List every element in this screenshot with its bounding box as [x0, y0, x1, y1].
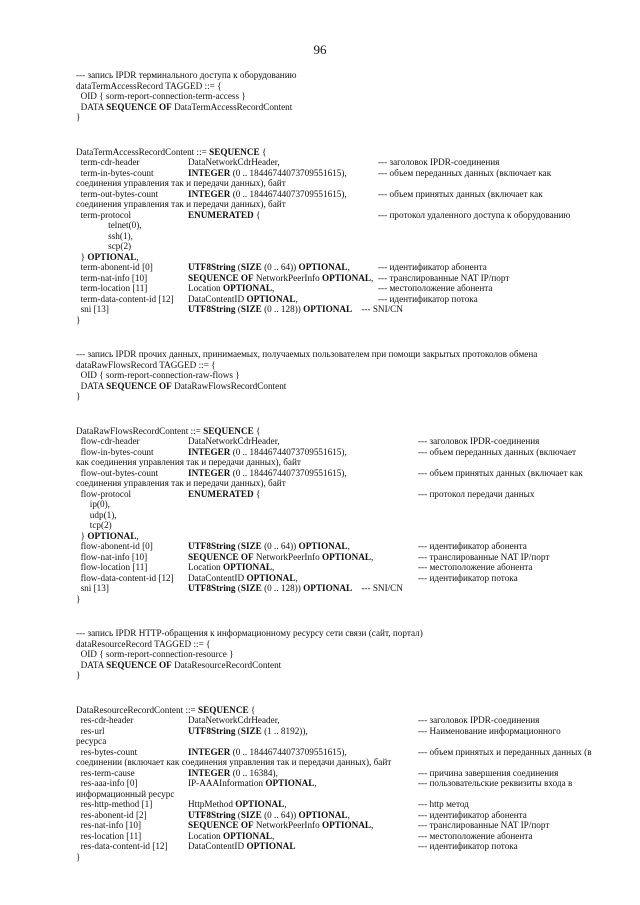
field-row [76, 736, 616, 747]
field-comment: --- http метод [418, 799, 469, 809]
field-comment: --- пользовательские реквизиты входа в [418, 778, 573, 788]
field-type: DataContentID OPTIONAL, [188, 572, 298, 583]
field-type: HttpMethod OPTIONAL, [188, 799, 287, 809]
field-row [76, 520, 616, 531]
field-type: Location OPTIONAL, [188, 283, 275, 293]
field-name: соединении (включает как соединения управления так и передачи данных), байт [76, 757, 392, 767]
asn-line: DATA SEQUENCE OF DataResourceRecordContent [76, 659, 282, 670]
page-number: 96 [313, 42, 327, 57]
field-type: UTF8String (SIZE (0 .. 64)) OPTIONAL, [188, 541, 350, 551]
field-comment: --- идентификатор потока [418, 841, 518, 851]
field-comment: --- объем принятых и переданных данных (в [418, 746, 592, 757]
field-name: flow-data-content-id [12] [76, 572, 174, 583]
field-comment: --- идентификатор абонента [378, 262, 487, 272]
field-row [76, 283, 616, 294]
field-comment: --- идентификатор абонента [418, 541, 527, 551]
asn-line: DATA SEQUENCE OF DataRawFlowsRecordContent [76, 380, 287, 391]
field-row [76, 262, 616, 273]
field-row [76, 799, 616, 810]
field-name: res-abonent-id [2] [76, 809, 147, 820]
field-name: term-in-bytes-count [76, 167, 154, 178]
field-row [76, 252, 616, 263]
asn-line: } [76, 391, 81, 401]
field-row [76, 220, 616, 231]
field-name: res-data-content-id [12] [76, 841, 168, 851]
field-comment: --- идентификатор абонента [418, 809, 527, 820]
field-type: ENUMERATED { [188, 488, 261, 499]
field-name: flow-nat-info [10] [76, 551, 148, 562]
field-name: flow-out-bytes-count [76, 467, 159, 478]
field-row [76, 510, 616, 521]
field-type: UTF8String (SIZE (0 .. 128)) OPTIONAL --- SNI/CN [188, 583, 403, 593]
field-row [76, 810, 616, 821]
field-name: res-http-method [1] [76, 799, 153, 809]
field-type: IP-AAAInformation OPTIONAL, [188, 778, 317, 788]
asn-line: OID { sorm-report-connection-raw-flows } [76, 370, 240, 380]
field-type: DataNetworkCdrHeader, [188, 157, 280, 167]
field-name: term-location [11] [76, 283, 148, 293]
field-row [76, 294, 616, 305]
struct-header: DataTermAccessRecordContent ::= SEQUENCE { [76, 146, 267, 157]
field-comment: --- объем переданных данных (включает [418, 446, 577, 457]
field-comment: --- протокол передачи данных [418, 488, 535, 499]
asn-line: DATA SEQUENCE OF DataTermAccessRecordContent [76, 101, 293, 112]
field-name: flow-cdr-header [76, 436, 140, 446]
asn-line: dataTermAccessRecord TAGGED ::= { [76, 80, 222, 91]
field-name: } [76, 593, 81, 604]
struct-header: DataRawFlowsRecordContent ::= SEQUENCE { [76, 425, 261, 436]
field-name: telnet(0), [76, 220, 142, 230]
field-name: flow-protocol [76, 488, 132, 499]
asn-line: dataRawFlowsRecord TAGGED ::= { [76, 359, 216, 370]
field-name: ssh(1), [76, 230, 133, 241]
field-row [76, 189, 616, 200]
field-row [76, 841, 616, 852]
field-comment: --- транслированные NAT IP/порт [418, 820, 550, 830]
field-comment: --- протокол удаленного доступа к оборудованию [378, 209, 571, 220]
field-row [76, 573, 616, 584]
field-row [76, 789, 616, 800]
field-name: res-location [11] [76, 830, 142, 841]
field-row [76, 157, 616, 168]
field-comment: --- транслированные NAT IP/порт [378, 272, 510, 283]
field-row [76, 778, 616, 789]
field-name: term-abonent-id [0] [76, 262, 153, 272]
field-row [76, 199, 616, 210]
struct-header: DataResourceRecordContent ::= SEQUENCE { [76, 704, 256, 715]
field-row [76, 768, 616, 779]
field-name: term-data-content-id [12] [76, 293, 174, 304]
field-comment: --- причина завершения соединения [418, 767, 559, 778]
field-comment: --- местоположение абонента [418, 562, 533, 572]
field-row [76, 436, 616, 447]
field-row [76, 315, 616, 326]
field-row [76, 478, 616, 489]
field-comment: --- объем переданных данных (включает как [378, 167, 552, 178]
field-type: SEQUENCE OF NetworkPeerInfo OPTIONAL, [188, 820, 374, 830]
field-row [76, 757, 616, 768]
field-row [76, 178, 616, 189]
field-name: соединения управления так и передачи данных), байт [76, 199, 286, 209]
field-row [76, 747, 616, 758]
field-type: INTEGER (0 .. 18446744073709551615), [188, 167, 347, 178]
field-type: INTEGER (0 .. 18446744073709551615), [188, 188, 347, 199]
field-type: Location OPTIONAL, [188, 562, 275, 572]
field-row [76, 210, 616, 221]
field-name: sni [13] [76, 583, 109, 593]
field-type: DataNetworkCdrHeader, [188, 715, 280, 725]
field-type: DataContentID OPTIONAL [188, 841, 296, 851]
field-row [76, 820, 616, 831]
field-comment: --- объем принятых данных (включает как [378, 188, 543, 199]
field-row [76, 715, 616, 726]
field-name: term-protocol [76, 209, 132, 220]
field-name: term-out-bytes-count [76, 188, 159, 199]
field-name: tcp(2) [76, 520, 112, 530]
field-name: res-url [76, 725, 105, 736]
field-name: res-term-cause [76, 767, 135, 778]
section-comment: --- запись IPDR терминального доступа к оборудованию [76, 70, 297, 80]
field-comment: --- идентификатор потока [378, 293, 478, 304]
field-type: INTEGER (0 .. 16384), [188, 767, 278, 778]
field-type: DataNetworkCdrHeader, [188, 436, 280, 446]
field-name: } OPTIONAL, [76, 251, 139, 262]
field-name: соединения управления так и передачи данных), байт [76, 178, 286, 188]
field-row [76, 594, 616, 605]
field-name: scp(2) [76, 241, 132, 251]
field-comment: --- транслированные NAT IP/порт [418, 551, 550, 562]
section-comment: --- запись IPDR HTTP-обращения к информационному ресурсу сети связи (сайт, портал) [76, 628, 423, 638]
field-row [76, 831, 616, 842]
field-row [76, 304, 616, 315]
field-type: SEQUENCE OF NetworkPeerInfo OPTIONAL, [188, 272, 374, 283]
field-name: информационный ресурс [76, 788, 175, 799]
field-name: flow-location [11] [76, 562, 148, 572]
field-row [76, 541, 616, 552]
asn-line: } [76, 112, 81, 122]
field-row [76, 457, 616, 468]
field-name: res-bytes-count [76, 746, 138, 757]
field-name: res-nat-info [10] [76, 820, 142, 830]
field-row [76, 562, 616, 573]
field-row [76, 241, 616, 252]
field-type: UTF8String (SIZE (0 .. 64)) OPTIONAL, [188, 262, 350, 272]
field-type: UTF8String (SIZE (0 .. 128)) OPTIONAL --- SNI/CN [188, 304, 403, 314]
asn-line: dataResourceRecord TAGGED ::= { [76, 638, 211, 649]
field-name: res-aaa-info [0] [76, 778, 138, 788]
field-comment: --- заголовок IPDR-соединения [378, 157, 500, 167]
field-comment: --- местоположение абонента [378, 283, 493, 293]
field-row [76, 499, 616, 510]
field-comment: --- местоположение абонента [418, 830, 533, 841]
field-name: flow-abonent-id [0] [76, 541, 153, 551]
field-name: как соединения управления так и передачи данных), байт [76, 457, 301, 467]
asn-line: OID { sorm-report-connection-resource } [76, 649, 234, 659]
field-type: INTEGER (0 .. 18446744073709551615), [188, 467, 347, 478]
field-name: } [76, 314, 81, 325]
field-name: соединения управления так и передачи данных), байт [76, 478, 286, 488]
document-body [76, 70, 616, 862]
section-comment: --- запись IPDR прочих данных, принимаемых, получаемых пользователем при помощи закрытых протоколов обмена [76, 349, 538, 359]
field-type: Location OPTIONAL, [188, 830, 275, 841]
field-row [76, 489, 616, 500]
field-name: } OPTIONAL, [76, 530, 139, 541]
field-name: res-cdr-header [76, 715, 134, 725]
field-comment: --- заголовок IPDR-соединения [418, 715, 540, 725]
field-row [76, 468, 616, 479]
asn-line: OID { sorm-report-connection-term-access } [76, 91, 246, 101]
field-name: ресурса [76, 736, 107, 746]
field-name: } [76, 851, 81, 862]
field-comment: --- идентификатор потока [418, 572, 518, 583]
field-type: INTEGER (0 .. 18446744073709551615), [188, 446, 347, 457]
field-type: UTF8String (SIZE (1 .. 8192)), [188, 725, 308, 736]
field-type: DataContentID OPTIONAL, [188, 293, 298, 304]
field-name: ip(0), [76, 499, 110, 509]
field-row [76, 583, 616, 594]
field-comment: --- заголовок IPDR-соединения [418, 436, 540, 446]
field-row [76, 531, 616, 542]
field-name: flow-in-bytes-count [76, 446, 154, 457]
field-comment: --- объем принятых данных (включает как [418, 467, 583, 478]
field-row [76, 273, 616, 284]
field-name: term-cdr-header [76, 157, 140, 167]
field-type: ENUMERATED { [188, 209, 261, 220]
field-row [76, 852, 616, 863]
field-row [76, 168, 616, 179]
field-type: UTF8String (SIZE (0 .. 64)) OPTIONAL, [188, 809, 350, 820]
field-row [76, 726, 616, 737]
field-type: INTEGER (0 .. 18446744073709551615), [188, 746, 347, 757]
field-type: SEQUENCE OF NetworkPeerInfo OPTIONAL, [188, 551, 374, 562]
field-comment: --- Наименование информационного [418, 725, 561, 736]
field-name: term-nat-info [10] [76, 272, 148, 283]
field-name: udp(1), [76, 509, 117, 520]
field-name: sni [13] [76, 304, 109, 314]
field-row [76, 231, 616, 242]
field-row [76, 552, 616, 563]
field-row [76, 447, 616, 458]
asn-line: } [76, 670, 81, 680]
